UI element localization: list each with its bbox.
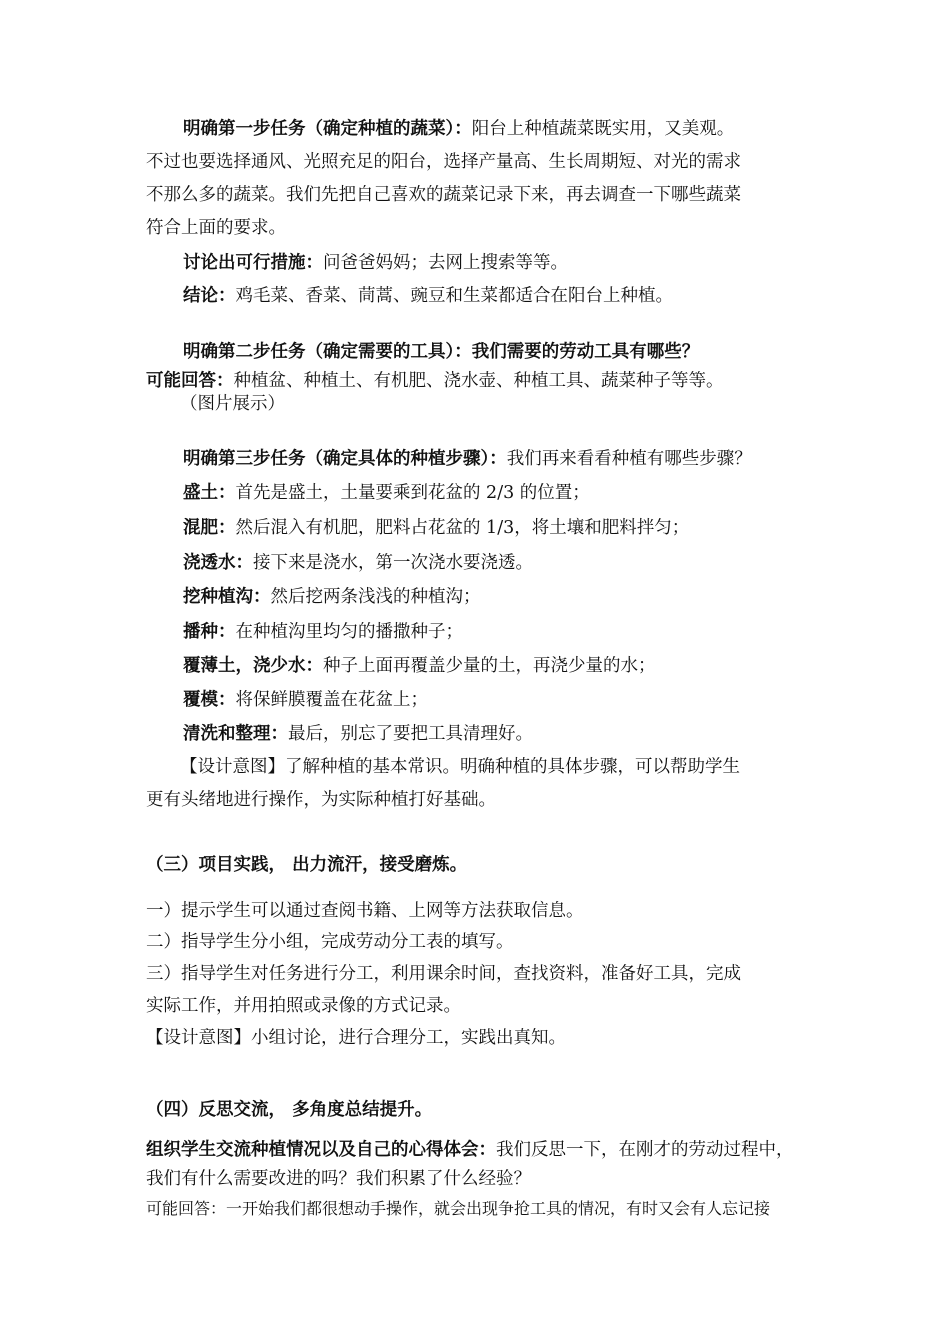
step3-item-label: 播种： bbox=[183, 622, 236, 642]
step3-item-label: 盛土： bbox=[183, 483, 236, 503]
section4-lead-text: 我们反思一下，在刚才的劳动过程中， bbox=[496, 1140, 794, 1160]
step3-item-text: 然后挖两条浅浅的种植沟； bbox=[270, 587, 481, 607]
step3-item-label: 挖种植沟： bbox=[183, 587, 271, 607]
section3-item1: 一）提示学生可以通过查阅书籍、上网等方法获取信息。 bbox=[146, 901, 584, 921]
step1-line3: 不那么多的蔬菜。我们先把自己喜欢的蔬菜记录下来，再去调查一下哪些蔬菜 bbox=[146, 185, 741, 205]
step2-title: 明确第二步任务（确定需要的工具）：我们需要的劳动工具有哪些？ bbox=[183, 342, 700, 362]
step3-item bbox=[183, 654, 656, 678]
step2-image-note: （图片展示） bbox=[180, 394, 285, 414]
step2-answer-label: 可能回答： bbox=[146, 371, 234, 391]
section4-answer: 可能回答：一开始我们都很想动手操作，就会出现争抢工具的情况，有时又会有人忘记接 bbox=[146, 1199, 771, 1218]
step3-item bbox=[183, 620, 463, 644]
step1-conclusion-text: 鸡毛菜、香菜、茼蒿、豌豆和生菜都适合在阳台上种植。 bbox=[235, 286, 673, 306]
step3-item-text: 最后，别忘了要把工具清理好。 bbox=[288, 724, 533, 744]
step3-item bbox=[183, 722, 533, 746]
step3-item-label: 覆模： bbox=[183, 690, 236, 710]
section4-heading: （四）反思交流， 多角度总结提升。 bbox=[146, 1100, 433, 1120]
section3-item3-line2: 实际工作，并用拍照或录像的方式记录。 bbox=[146, 996, 461, 1016]
step1-line4: 符合上面的要求。 bbox=[146, 218, 286, 238]
step1-measure bbox=[183, 251, 568, 275]
section4-lead-line2: 我们有什么需要改进的吗？我们积累了什么经验？ bbox=[146, 1169, 531, 1189]
step3-item-text: 种子上面再覆盖少量的土，再浇少量的水； bbox=[323, 656, 656, 676]
step1-line1 bbox=[183, 117, 734, 141]
step3-intent-line2: 更有头绪地进行操作，为实际种植打好基础。 bbox=[146, 790, 496, 810]
step1-conclusion-label: 结论： bbox=[183, 286, 236, 306]
step1-title: 明确第一步任务（确定种植的蔬菜）： bbox=[183, 119, 472, 139]
step3-item bbox=[183, 481, 590, 505]
section3-item3-line1: 三）指导学生对任务进行分工，利用课余时间，查找资料，准备好工具，完成 bbox=[146, 964, 741, 984]
step1-measure-text: 问爸爸妈妈；去网上搜索等等。 bbox=[323, 253, 568, 273]
step1-measure-label: 讨论出可行措施： bbox=[183, 253, 323, 273]
section3-intent: 【设计意图】小组讨论，进行合理分工，实践出真知。 bbox=[146, 1028, 566, 1048]
section4-lead bbox=[146, 1138, 794, 1162]
step1-conclusion bbox=[183, 284, 673, 308]
step2-answer-text: 种植盆、种植土、有机肥、浇水壶、种植工具、蔬菜种子等等。 bbox=[233, 371, 724, 391]
step3-item-label: 浇透水： bbox=[183, 553, 253, 573]
step3-item-text: 在种植沟里均匀的播撒种子； bbox=[235, 622, 463, 642]
step3-item bbox=[183, 516, 689, 540]
step3-item-label: 覆薄土，浇少水： bbox=[183, 656, 323, 676]
step1-line2: 不过也要选择通风、光照充足的阳台，选择产量高、生长周期短、对光的需求 bbox=[146, 152, 741, 172]
step3-item bbox=[183, 585, 481, 609]
step1-text: 阳台上种植蔬菜既实用，又美观。 bbox=[471, 119, 735, 139]
step3-item-text: 接下来是浇水，第一次浇水要浇透。 bbox=[253, 553, 533, 573]
step3-item bbox=[183, 688, 428, 712]
step3-intent-line1: 【设计意图】了解种植的基本常识。明确种植的具体步骤，可以帮助学生 bbox=[180, 757, 740, 777]
step3-title-text: 我们再来看看种植有哪些步骤？ bbox=[506, 449, 752, 469]
section3-heading: （三）项目实践， 出力流汗，接受磨炼。 bbox=[146, 855, 468, 875]
step3-item-text: 首先是盛土，土量要乘到花盆的 2/3 的位置； bbox=[235, 483, 590, 503]
section4-lead-label: 组织学生交流种植情况以及自己的心得体会： bbox=[146, 1140, 496, 1160]
step3-item-label: 清洗和整理： bbox=[183, 724, 288, 744]
step3-item-text: 将保鲜膜覆盖在花盆上； bbox=[235, 690, 428, 710]
section3-item2: 二）指导学生分小组，完成劳动分工表的填写。 bbox=[146, 932, 514, 952]
step3-line1 bbox=[183, 447, 752, 471]
step2-answer bbox=[146, 369, 724, 393]
step3-title: 明确第三步任务（确定具体的种植步骤）： bbox=[183, 449, 507, 469]
step3-item bbox=[183, 551, 533, 575]
step3-item-text: 然后混入有机肥，肥料占花盆的 1/3，将土壤和肥料拌匀； bbox=[235, 518, 690, 538]
step3-item-label: 混肥： bbox=[183, 518, 236, 538]
